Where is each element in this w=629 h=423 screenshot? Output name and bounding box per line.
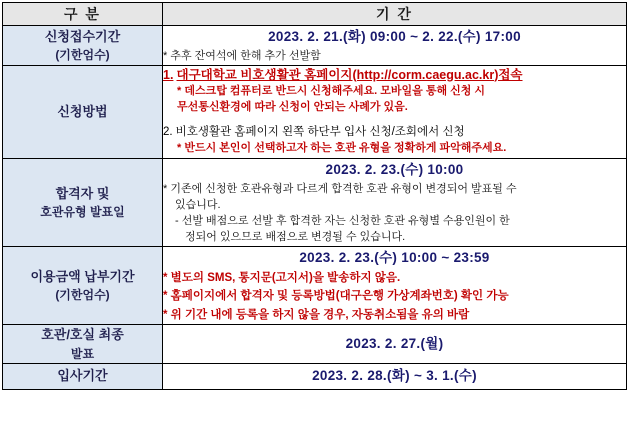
content-payment-period <box>163 246 627 325</box>
table-header-row <box>3 3 627 26</box>
result-note-2b: 정되어 있으므로 배점으로 변경될 수 있습니다. <box>185 230 406 243</box>
label-result-sub: 호관유형 발표일 <box>40 205 125 220</box>
table-row-final-announcement <box>3 325 627 364</box>
method-1-note-line1: * 데스크탑 컴퓨터로 반드시 신청해주세요. 모바일을 통해 신청 시 <box>177 85 486 98</box>
method-1-number: 1. <box>163 67 174 82</box>
application-period-date: 2023. 2. 21.(화) 09:00 ~ 2. 22.(수) 17:00 <box>268 29 521 44</box>
payment-note-3: * 위 기간 내에 등록을 하지 않을 경우, 자동취소됨을 유의 바람 <box>163 308 470 321</box>
label-payment-period <box>3 246 163 325</box>
result-announcement-date: 2023. 2. 23.(수) 10:00 <box>325 162 464 178</box>
list-item-method-1 <box>163 66 626 117</box>
content-result-announcement <box>163 159 627 246</box>
content-application-period <box>163 26 627 66</box>
list-item-method-2 <box>163 124 626 157</box>
label-final-sub: 발표 <box>70 346 95 361</box>
table-row-payment-period <box>3 246 627 325</box>
label-final-main: 호관/호실 최종 <box>41 327 124 343</box>
table-row-movein-period <box>3 363 627 389</box>
label-final-announcement <box>3 325 163 364</box>
result-note-1: * 기존에 신청한 호관유형과 다르게 합격한 호관 유형이 변경되어 발표될 수 <box>163 182 517 195</box>
header-cell-period: 기 간 <box>163 3 627 26</box>
payment-period-date: 2023. 2. 23.(수) 10:00 ~ 23:59 <box>299 249 490 265</box>
movein-period-date: 2023. 2. 28.(화) ~ 3. 1.(수) <box>312 367 477 383</box>
label-payment-main: 이용금액 납부기간 <box>30 268 135 284</box>
table-row-application-period <box>3 26 627 66</box>
table-row-application-method <box>3 65 627 159</box>
method-1-text[interactable]: 대구대학교 비호생활관 홈페이지(http://corm.caegu.ac.kr)접속 <box>176 67 523 82</box>
payment-note-1: * 별도의 SMS, 통지문(고지서)을 발송하지 않음. <box>163 272 401 285</box>
payment-note-2: * 홈페이지에서 합격자 및 등록방법(대구은행 가상계좌번호) 확인 가능 <box>163 290 509 303</box>
content-application-method <box>163 65 627 159</box>
table-row-result-announcement <box>3 159 627 246</box>
label-application-method: 신청방법 <box>3 65 163 159</box>
final-announcement-date: 2023. 2. 27.(월) <box>345 335 444 351</box>
label-application-period <box>3 26 163 66</box>
label-application-period-sub: (기한엄수) <box>55 48 110 62</box>
content-final-announcement <box>163 325 627 364</box>
label-application-period-main: 신청접수기간 <box>44 28 121 44</box>
method-1-note-line2: 무선통신환경에 따라 신청이 안되는 사례가 있음. <box>177 101 408 114</box>
label-payment-sub: (기한엄수) <box>55 288 110 303</box>
application-method-list <box>163 66 626 158</box>
header-cell-category: 구 분 <box>3 3 163 26</box>
result-note-2: - 선발 배점으로 선발 후 합격한 자는 신청한 호관 유형별 수용인원이 한 <box>175 214 510 227</box>
result-note-1b: 있습니다. <box>175 198 221 211</box>
label-movein-period: 입사기간 <box>3 363 163 389</box>
application-period-note: * 추후 잔여석에 한해 추가 선발함 <box>163 49 321 62</box>
label-result-announcement <box>3 159 163 246</box>
method-2-text: 비호생활관 홈페이지 왼쪽 하단부 입사 신청/조회에서 신청 <box>175 126 465 139</box>
label-result-main: 합격자 및 <box>55 185 110 201</box>
method-2-note: * 반드시 본인이 선택하고자 하는 호관 유형을 정확하게 파악해주세요. <box>177 142 507 155</box>
list-spacer <box>163 117 626 123</box>
schedule-table <box>2 2 627 390</box>
content-movein-period <box>163 363 627 389</box>
method-2-number: 2. <box>163 126 173 139</box>
